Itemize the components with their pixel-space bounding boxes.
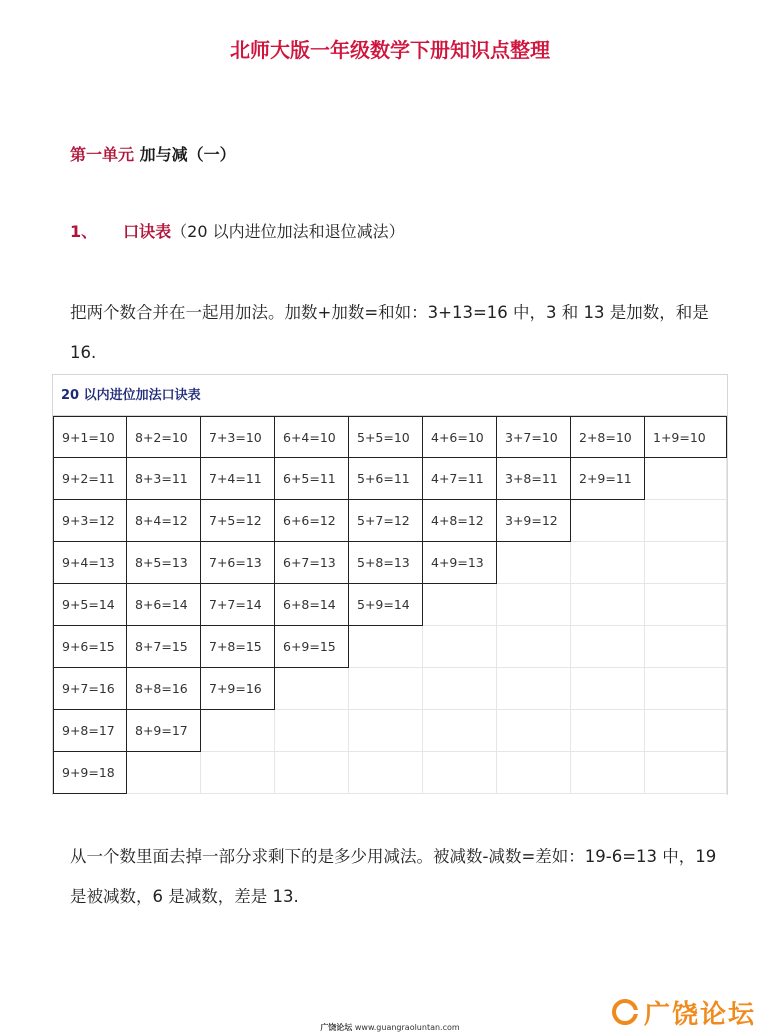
table-cell: 1+9=10	[645, 416, 727, 458]
table-cell: 8+5=13	[127, 542, 201, 584]
table-cell: 8+8=16	[127, 668, 201, 710]
table-cell: 2+9=11	[571, 458, 645, 500]
empty-cell	[645, 458, 727, 500]
table-title: 20 以内进位加法口诀表	[53, 375, 727, 416]
empty-cell	[645, 500, 727, 542]
table-cell: 5+8=13	[349, 542, 423, 584]
table-cell: 5+6=11	[349, 458, 423, 500]
section-name: 口诀表	[123, 222, 172, 241]
table-cell: 6+5=11	[275, 458, 349, 500]
table-cell: 4+6=10	[423, 416, 497, 458]
table-cell: 9+6=15	[53, 626, 127, 668]
addition-paragraph: 把两个数合并在一起用加法。加数+加数=和如：3+13=16 中，3 和 13 是加数，和是 16.	[70, 303, 709, 362]
table-cell: 6+4=10	[275, 416, 349, 458]
table-cell: 7+8=15	[201, 626, 275, 668]
empty-cell	[423, 668, 497, 710]
table-cell: 4+9=13	[423, 542, 497, 584]
empty-cell	[571, 584, 645, 626]
empty-cell	[571, 626, 645, 668]
empty-cell	[497, 626, 571, 668]
table-cell: 8+7=15	[127, 626, 201, 668]
logo-icon	[612, 999, 638, 1025]
empty-cell	[349, 668, 423, 710]
table-row	[53, 710, 727, 752]
table-cell: 8+4=12	[127, 500, 201, 542]
table-cell: 2+8=10	[571, 416, 645, 458]
table-row	[53, 500, 727, 542]
table-cell: 4+8=12	[423, 500, 497, 542]
empty-cell	[645, 542, 727, 584]
table-cell: 3+7=10	[497, 416, 571, 458]
empty-cell	[423, 584, 497, 626]
empty-cell	[645, 626, 727, 668]
logo-text: 广饶论坛	[644, 999, 757, 1030]
empty-cell	[497, 710, 571, 752]
table-row	[53, 542, 727, 584]
empty-cell	[497, 668, 571, 710]
empty-cell	[127, 752, 201, 794]
empty-cell	[275, 710, 349, 752]
table-cell: 8+3=11	[127, 458, 201, 500]
footer-site-name: 广饶论坛	[320, 1023, 353, 1032]
unit-heading	[70, 142, 236, 165]
table-row	[53, 584, 727, 626]
section-number: 1、	[70, 222, 98, 241]
section-heading	[70, 219, 405, 242]
empty-cell	[645, 710, 727, 752]
table-cell: 5+9=14	[349, 584, 423, 626]
empty-cell	[201, 752, 275, 794]
table-cell: 4+7=11	[423, 458, 497, 500]
addition-table	[52, 374, 728, 795]
empty-cell	[423, 752, 497, 794]
section-note: （20 以内进位加法和退位减法）	[171, 222, 405, 241]
empty-cell	[571, 542, 645, 584]
empty-cell	[423, 626, 497, 668]
table-cell: 6+6=12	[275, 500, 349, 542]
empty-cell	[497, 542, 571, 584]
empty-cell	[423, 710, 497, 752]
table-cell: 9+9=18	[53, 752, 127, 794]
subtraction-paragraph: 从一个数里面去掉一部分求剩下的是多少用减法。被减数-减数=差如：19-6=13 中，19 是被减数，6 是减数，差是 13.	[70, 847, 717, 906]
table-cell: 5+7=12	[349, 500, 423, 542]
unit-label: 第一单元	[70, 145, 135, 164]
empty-cell	[275, 668, 349, 710]
table-cell: 9+3=12	[53, 500, 127, 542]
unit-name: 加与减（一）	[139, 145, 236, 164]
table-row	[53, 458, 727, 500]
empty-cell	[201, 710, 275, 752]
empty-cell	[497, 584, 571, 626]
empty-cell	[349, 626, 423, 668]
table-cell: 9+7=16	[53, 668, 127, 710]
table-cell: 9+8=17	[53, 710, 127, 752]
empty-cell	[645, 584, 727, 626]
empty-cell	[497, 752, 571, 794]
table-cell: 7+7=14	[201, 584, 275, 626]
table-cell: 6+9=15	[275, 626, 349, 668]
table-cell: 7+5=12	[201, 500, 275, 542]
table-cell: 9+5=14	[53, 584, 127, 626]
empty-cell	[571, 752, 645, 794]
table-cell: 8+6=14	[127, 584, 201, 626]
empty-cell	[349, 752, 423, 794]
empty-cell	[571, 668, 645, 710]
site-logo	[612, 994, 756, 1030]
table-cell: 7+3=10	[201, 416, 275, 458]
footer-site-url: www.guangraoluntan.com	[354, 1023, 460, 1032]
table-cell: 8+9=17	[127, 710, 201, 752]
table-cell: 3+8=11	[497, 458, 571, 500]
empty-cell	[275, 752, 349, 794]
table-row	[53, 752, 727, 794]
table-row	[53, 626, 727, 668]
table-cell: 3+9=12	[497, 500, 571, 542]
empty-cell	[349, 710, 423, 752]
table-cell: 6+8=14	[275, 584, 349, 626]
empty-cell	[645, 752, 727, 794]
empty-cell	[571, 710, 645, 752]
table-cell: 6+7=13	[275, 542, 349, 584]
empty-cell	[571, 500, 645, 542]
table-row	[53, 668, 727, 710]
table-cell: 9+4=13	[53, 542, 127, 584]
table-cell: 8+2=10	[127, 416, 201, 458]
page-title: 北师大版一年级数学下册知识点整理	[230, 38, 550, 62]
table-cell: 9+2=11	[53, 458, 127, 500]
table-cell: 5+5=10	[349, 416, 423, 458]
table-cell: 7+6=13	[201, 542, 275, 584]
table-cell: 7+9=16	[201, 668, 275, 710]
table-cell: 7+4=11	[201, 458, 275, 500]
table-row	[53, 416, 727, 458]
table-cell: 9+1=10	[53, 416, 127, 458]
empty-cell	[645, 668, 727, 710]
table-grid	[53, 416, 727, 794]
